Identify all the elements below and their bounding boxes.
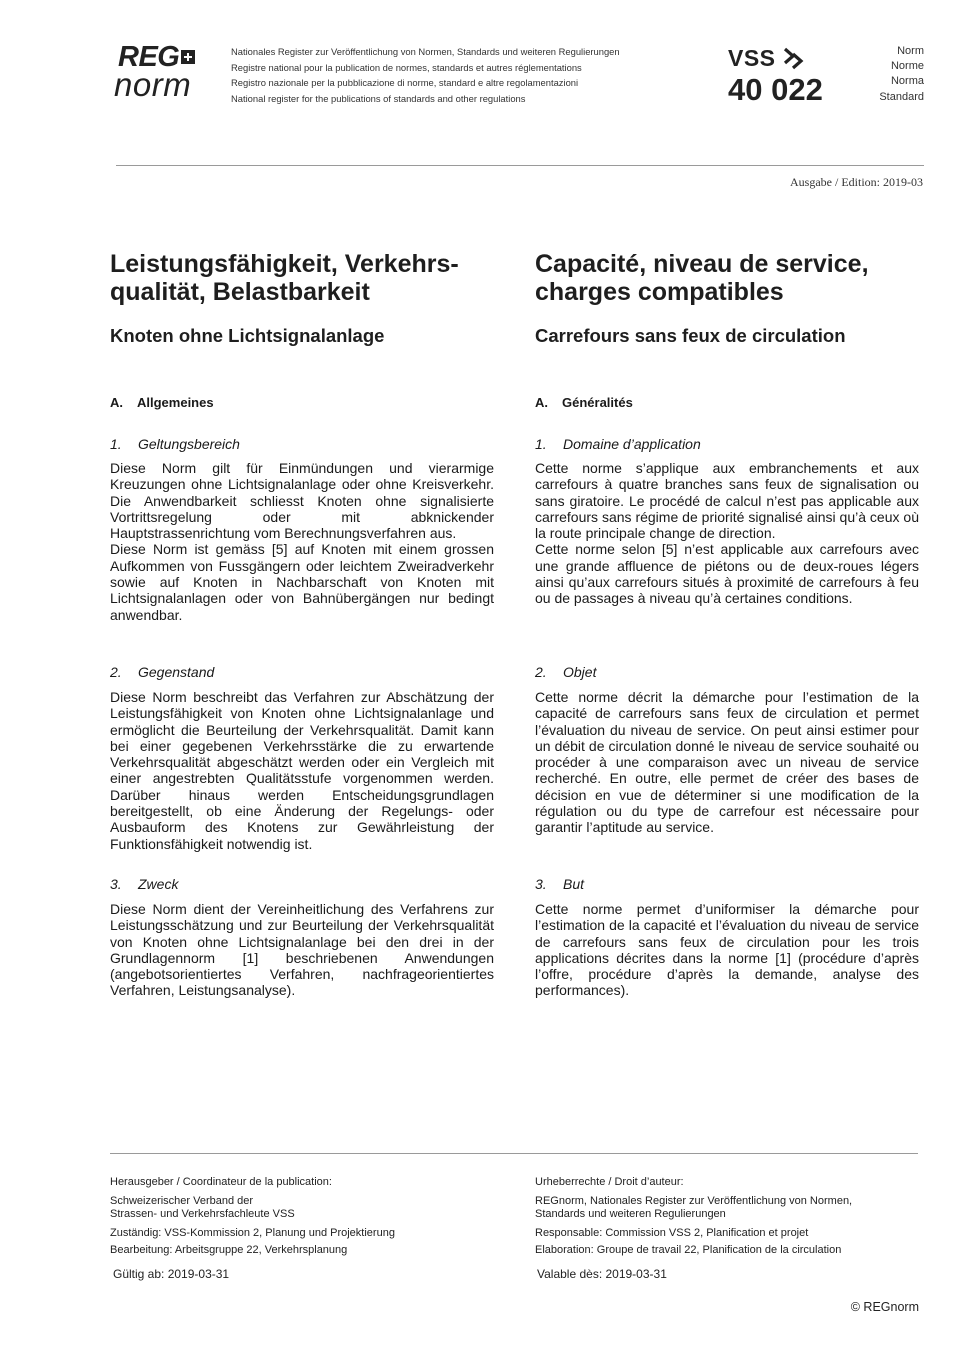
paragraph: Diese Norm gilt für Einmündungen und vierarmige Kreuzungen ohne Lichtsignalanlage oder ohne Kreisverkehr. Die Anwendbarkeit schliesst Knoten ohne signalisierte Vortrittsregelung oder mit abknickender Hauptstrassenrichtung vom Berechnungsverfahren aus.: [110, 460, 494, 542]
item-body-fr-2: [535, 689, 919, 836]
footer-right: [535, 1176, 925, 1258]
subtitle-de: Knoten ohne Lichtsignalanlage: [110, 325, 385, 346]
footer-left: [110, 1176, 510, 1258]
vss-logo-text: VSS: [728, 45, 776, 71]
section-number: A.: [110, 395, 123, 410]
section-label: Généralités: [562, 395, 633, 410]
item-label: Zweck: [138, 876, 179, 892]
register-line: National register for the publications of standards and other regulations: [231, 92, 526, 104]
swiss-cross-icon: [181, 50, 195, 64]
paragraph: Diese Norm dient der Vereinheitlichung des Verfahrens zur Leistungsschätzung und zur Beurteilung der Verkehrsqualität von Knoten ohne Lichtsignalanlage bei den drei in der Grundlagennorm [1] beschriebenen Anwendungen (angebotsorientiertes Verfahren, nachfrageorientiertes Verfahren, Leistungsanalyse).: [110, 901, 494, 999]
norm-number: 40 022: [728, 72, 823, 107]
norm-type: Standard: [879, 90, 924, 103]
copyright-label: Urheberrechte / Droit d’auteur:: [535, 1176, 684, 1188]
copyright-notice: © REGnorm: [850, 1300, 919, 1314]
section-heading-de: [110, 395, 494, 411]
paragraph: Cette norme décrit la démarche pour l’estimation de la capacité de carrefours sans feux de circulation et permet l’évaluation du niveau de service. On peut ainsi estimer pour un débit de circulation donné le niveau de service souhaité ou procéder à une comparaison avec un niveau de service recherché. En outre, elle permet de créer des bases de décision en vue de déterminer si une modification de la régulation ou du type de carrefour est nécessaire pour garantir l’aptitude au service.: [535, 689, 919, 836]
responsible-de: Zuständig: VSS-Kommission 2, Planung und Projektierung: [110, 1226, 395, 1239]
norm-type: Norma: [890, 75, 924, 88]
item-label: Gegenstand: [138, 664, 215, 680]
responsible-fr: Responsable: Commission VSS 2, Planification et projet: [535, 1226, 809, 1239]
norm-type: Norm: [897, 45, 924, 57]
item-heading-fr-1: [535, 435, 919, 453]
item-label: Geltungsbereich: [138, 436, 240, 452]
item-heading-fr-2: [535, 663, 919, 681]
logo-reg-text: REG: [118, 41, 180, 73]
norm-type-list: [879, 44, 924, 105]
section-label: Allgemeines: [137, 395, 214, 410]
register-line: Nationales Register zur Veröffentlichung von Normen, Standards und weiteren Regulierungen: [231, 46, 620, 57]
edition-date: Ausgabe / Edition: 2019-03: [790, 175, 923, 189]
footer-divider: [110, 1153, 918, 1154]
logo-norm-text: norm: [114, 66, 192, 103]
section-heading-fr: [535, 395, 919, 411]
paragraph: Diese Norm beschreibt das Verfahren zur Abschätzung der Leistungsfähigkeit von Knoten ohne Lichtsignalanlage und ermöglicht die Beurteilung der Verkehrsqualität. Damit kann bei einer gegebenen Verkehrsstärke die zu erwartende Verkehrsqualität abgeschätzt werden oder ein Vergleich mit einer angestrebten Qualitätsstufe vorgenommen werden. Darüber hinaus werden Entscheidungsgrundlagen bereitgestellt, ob eine Änderung der Regelungs- oder Ausbauform des Knotens zur Gewährleistung der Funktionsfähigkeit notwendig ist.: [110, 689, 494, 852]
register-description: [231, 44, 620, 106]
title-de: [110, 250, 494, 306]
item-body-de-2: [110, 689, 494, 852]
norm-type: Norme: [890, 60, 924, 73]
valid-from-fr: Valable dès: 2019-03-31: [537, 1267, 667, 1281]
item-label: But: [563, 876, 585, 892]
title-line: Capacité, niveau de service,: [535, 250, 869, 278]
item-number: 1.: [110, 436, 122, 452]
item-number: 1.: [535, 436, 547, 452]
title-fr: [535, 250, 919, 306]
register-line: Registre national pour la publication de normes, standards et autres réglementations: [231, 61, 582, 73]
item-heading-de-3: [110, 875, 494, 893]
publisher-line: Schweizerischer Verband der: [110, 1194, 254, 1207]
copyright-line: Standards und weiteren Regulierungen: [535, 1208, 726, 1220]
paragraph: Diese Norm ist gemäss [5] auf Knoten mit einem grossen Aufkommen von Fussgängern oder leichtem Zweiradverkehr sowie auf Knoten in Nachbarschaft von Knoten mit Lichtsignalanlagen oder von Bahnübergängen nur bedingt anwendbar.: [110, 541, 494, 623]
item-heading-de-2: [110, 663, 494, 681]
item-label: Domaine d’application: [563, 436, 701, 452]
item-body-fr-1: [535, 460, 919, 607]
item-heading-de-1: [110, 435, 494, 453]
item-body-de-1: [110, 460, 494, 623]
editing-de: Bearbeitung: Arbeitsgruppe 22, Verkehrsplanung: [110, 1244, 348, 1256]
title-line: Leistungsfähigkeit, Verkehrs-: [110, 250, 459, 278]
item-number: 3.: [110, 876, 122, 892]
vss-chevron-icon: [782, 46, 804, 70]
item-heading-fr-3: [535, 875, 919, 893]
editing-fr: Elaboration: Groupe de travail 22, Planification de la circulation: [535, 1244, 842, 1256]
item-number: 2.: [535, 664, 547, 680]
item-label: Objet: [563, 664, 597, 680]
publisher-line: Strassen- und Verkehrsfachleute VSS: [110, 1208, 295, 1220]
register-line: Registro nazionale per la pubblicazione di norme, standard e altre regolamentazioni: [231, 77, 579, 88]
header-divider: [116, 165, 924, 166]
subtitle-fr: Carrefours sans feux de circulation: [535, 325, 846, 346]
item-body-de-3: [110, 901, 494, 999]
paragraph: Cette norme s’applique aux embranchements et aux carrefours à quatre branches sans feux de signalisation ou sans giratoire. Le procédé de calcul n’est pas applicable aux carrefours sans régime de priorité signalisé ainsi qu’à ceux où la route principale change de direction.: [535, 460, 919, 542]
paragraph: Cette norme selon [5] n’est applicable aux carrefours avec une grande affluence de piétons ou de deux-roues légers ainsi qu’aux carrefours situés à proximité de carrefours à feu ou de passages à niveau qu’à certaines conditions.: [535, 541, 919, 607]
section-number: A.: [535, 395, 548, 410]
item-number: 3.: [535, 876, 547, 892]
item-body-fr-3: [535, 901, 919, 999]
title-line: charges compatibles: [535, 278, 784, 306]
valid-from-de: Gültig ab: 2019-03-31: [113, 1267, 230, 1281]
title-line: qualität, Belastbarkeit: [110, 278, 370, 306]
item-number: 2.: [110, 664, 122, 680]
copyright-line: REGnorm, Nationales Register zur Veröffentlichung von Normen,: [535, 1194, 853, 1207]
publisher-label: Herausgeber / Coordinateur de la publication:: [110, 1176, 332, 1188]
paragraph: Cette norme permet d’uniformiser la démarche pour l’estimation de la capacité et l’évaluation du niveau de service de carrefours sans feux de circulation pour les trois applications décrites dans la norme [1] (procédure d’après l’offre, procédure d’après la demande, analyse des performances).: [535, 901, 919, 999]
